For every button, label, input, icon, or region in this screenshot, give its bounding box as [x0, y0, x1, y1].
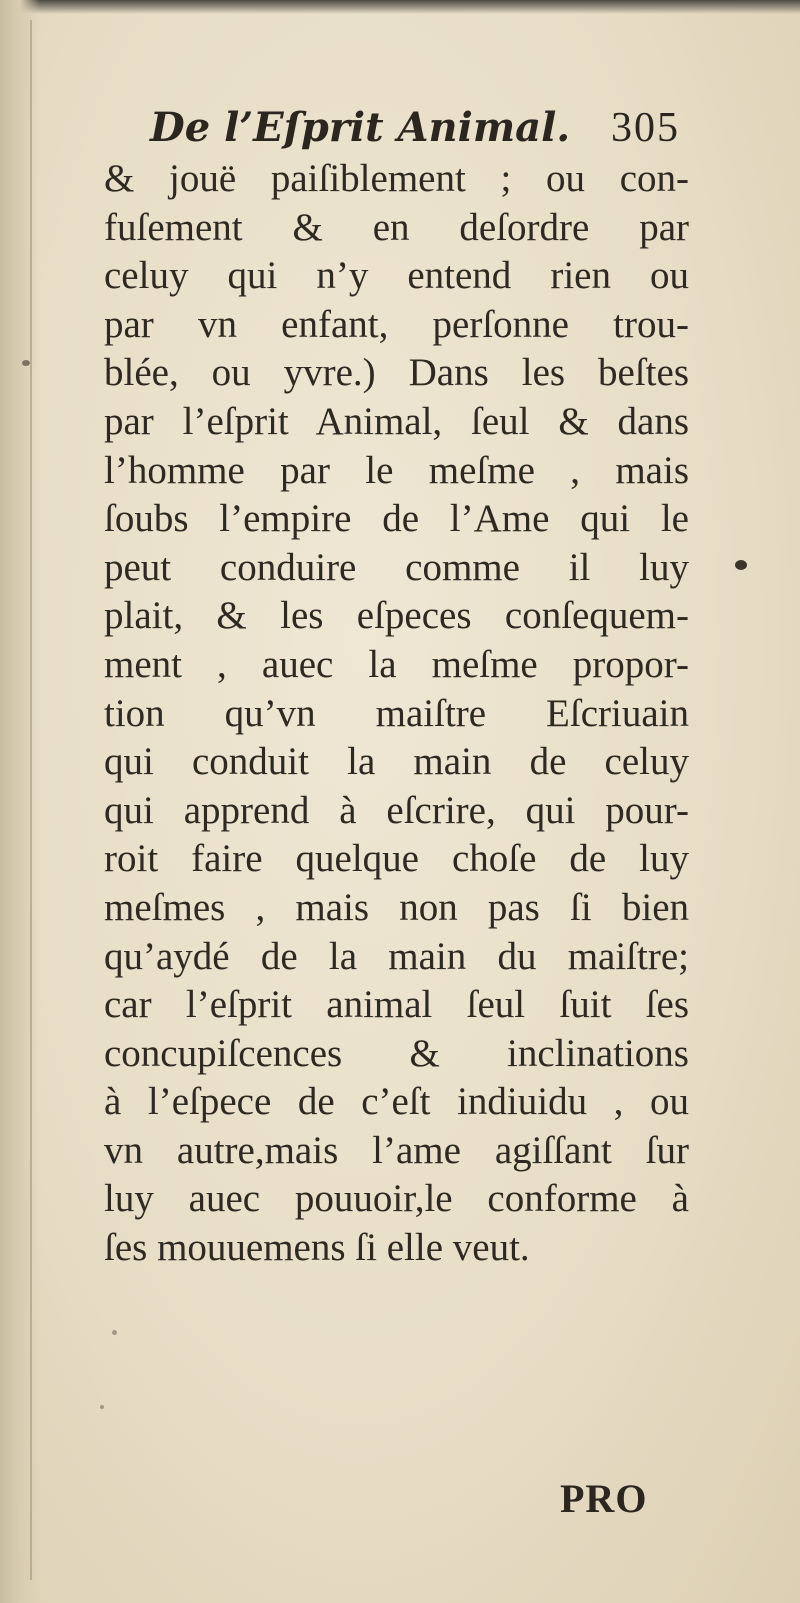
text-line: qu’aydé de la main du maiſtre; [104, 934, 689, 978]
catchword: PRO [560, 1476, 648, 1521]
text-line: qui conduit la main de celuy [104, 740, 689, 784]
text-line: tion qu’vn maiſtre Eſcriuain [104, 691, 689, 735]
page-top-edge [0, 0, 800, 14]
text-line: peut conduire comme il luy [104, 545, 689, 589]
text-line: concupiſcences & inclinations [104, 1031, 689, 1075]
text-line: celuy qui n’y entend rien ou [104, 254, 689, 298]
text-line: plait, & les eſpeces conſequem- [104, 594, 689, 638]
text-line: ſes mouuemens ſi elle veut. [104, 1226, 530, 1270]
ink-speck [22, 360, 30, 366]
page-gutter [0, 0, 40, 1603]
text-line: par vn enfant, perſonne trou- [104, 302, 689, 346]
text-line: vn autre,mais l’ame agiſſant ſur [104, 1128, 689, 1172]
text-line: l’homme par le meſme , mais [104, 448, 689, 492]
ink-speck [112, 1330, 117, 1335]
running-head [140, 100, 680, 160]
ink-speck [100, 1405, 104, 1409]
page-number: 305 [611, 105, 680, 151]
text-line: meſmes , mais non pas ſi bien [104, 885, 689, 929]
ink-speck [735, 560, 747, 570]
text-line: ſoubs l’empire de l’Ame qui le [104, 497, 689, 541]
show-through-ink [100, 1305, 700, 1425]
text-line: luy auec pouuoir,le conforme à [104, 1177, 689, 1221]
text-line: roit faire quelque choſe de luy [104, 837, 689, 881]
text-line: blée, ou yvre.) Dans les beſtes [104, 351, 689, 395]
text-line: & jouë paiſiblement ; ou con- [104, 157, 689, 200]
text-line: à l’eſpece de c’eſt indiuidu , ou [104, 1080, 689, 1124]
text-line: par l’eſprit Animal, ſeul & dans [104, 399, 689, 443]
text-line: qui apprend à eſcrire, qui pour- [104, 788, 689, 832]
text-line: fuſement & en deſordre par [104, 205, 689, 249]
gutter-crease [30, 20, 32, 1580]
body-text [104, 155, 689, 1273]
text-line: ment , auec la meſme propor- [104, 642, 689, 686]
text-line: car l’eſprit animal ſeul ſuit ſes [104, 983, 689, 1027]
running-title: De l’Eſprit Animal. [150, 104, 571, 151]
